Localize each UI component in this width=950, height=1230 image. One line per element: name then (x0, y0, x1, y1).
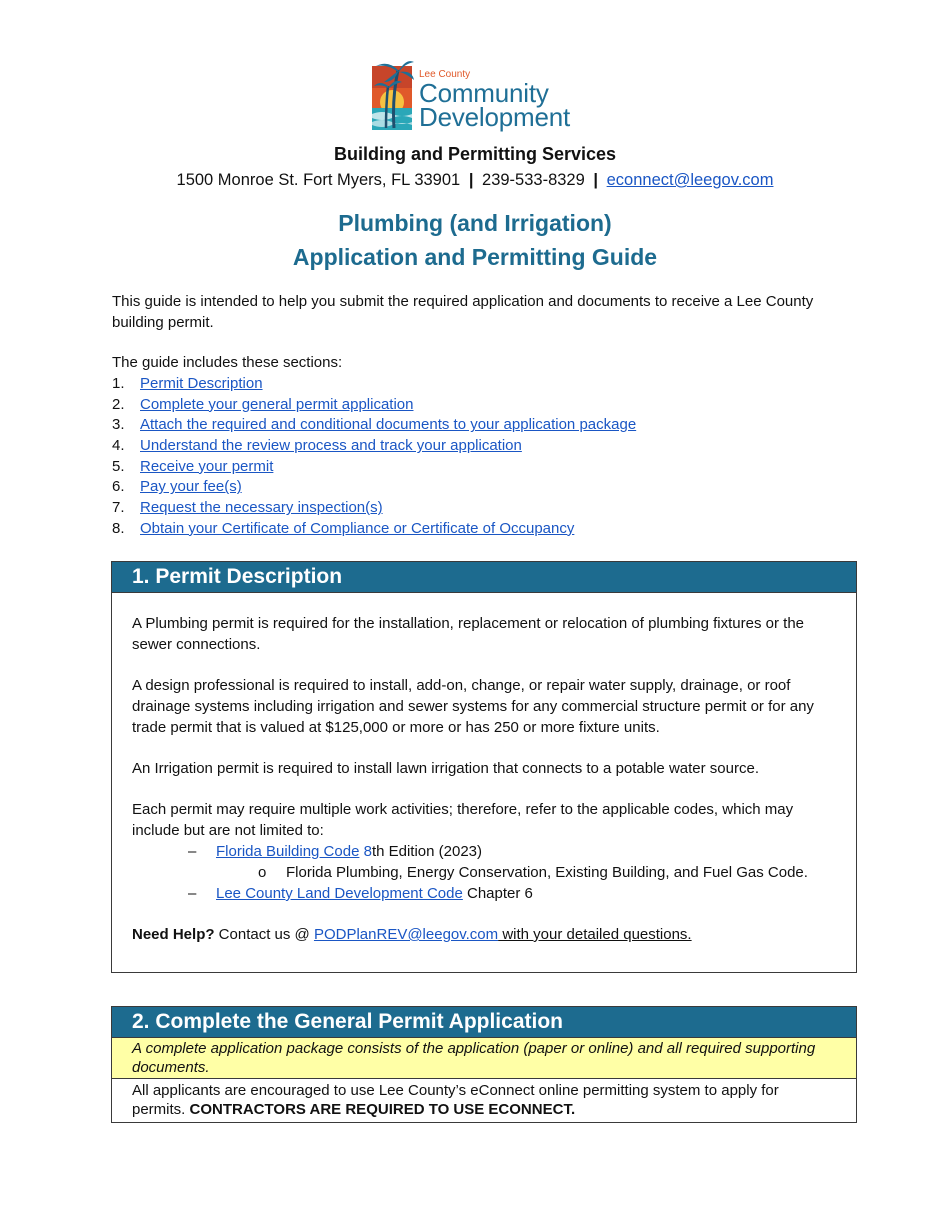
toc-item (112, 498, 636, 519)
florida-building-code-link[interactable]: Florida Building Code (216, 843, 360, 860)
dash-bullet: – (188, 843, 197, 860)
toc-number: 7. (112, 499, 125, 517)
table-of-contents (112, 374, 636, 540)
toc-link[interactable]: Obtain your Certificate of Compliance or Certificate of Occupancy (140, 519, 575, 537)
sections-label: The guide includes these sections: (112, 354, 343, 371)
help-text: Contact us @ (214, 926, 314, 943)
podplanrev-email-link[interactable]: PODPlanREV@leegov.com (313, 926, 499, 943)
toc-number: 3. (112, 416, 125, 434)
toc-number: 2. (112, 395, 125, 413)
dash-bullet: – (188, 885, 197, 902)
circle-bullet: o (258, 864, 267, 881)
section-body (112, 1079, 856, 1119)
paragraph: A design professional is required to install, add-on, change, or repair water supply, drainage, or roof drainage systems including irrigation and sewer systems for any commercial structure permit or for any trade permit that is valued at $125,000 or more or has 250 or more fixture units. (132, 677, 814, 736)
toc-link[interactable]: Pay your fee(s) (140, 478, 242, 496)
toc-number: 5. (112, 457, 125, 475)
palm-tree-logo-icon (372, 58, 414, 132)
edition-text: th Edition (2023) (371, 843, 483, 860)
section-permit-description (111, 561, 857, 973)
toc-item (112, 374, 636, 395)
chapter-text: Chapter 6 (462, 885, 533, 902)
help-line (132, 924, 836, 945)
toc-number: 4. (112, 437, 125, 455)
paragraph: Each permit may require multiple work activities; therefore, refer to the applicable codes, which may include but are not limited to: (132, 801, 794, 839)
lee-county-logo (372, 56, 582, 132)
list-item (132, 862, 836, 883)
list-item (132, 841, 836, 862)
toc-link[interactable]: Permit Description (140, 375, 263, 392)
header-title: Building and Permitting Services (333, 144, 617, 164)
toc-item (112, 457, 636, 478)
codes-list (132, 841, 836, 904)
email-link[interactable]: econnect@leegov.com (606, 171, 774, 189)
logo-line1: Community (419, 78, 549, 108)
toc-item (112, 415, 636, 436)
logo-small-text: Lee County (419, 69, 471, 80)
toc-link[interactable]: Attach the required and conditional documents to your application package (140, 416, 637, 434)
address: 1500 Monroe St. Fort Myers, FL 33901 (176, 171, 461, 189)
toc-link[interactable]: Receive your permit (140, 457, 274, 475)
section-heading: 1. Permit Description (112, 562, 856, 593)
section-heading: 2. Complete the General Permit Application (112, 1007, 856, 1038)
paragraph: An Irrigation permit is required to install lawn irrigation that connects to a potable water source. (132, 760, 759, 777)
phone: 239-533-8329 (482, 171, 585, 189)
toc-number: 1. (112, 375, 125, 392)
logo-line2: Development (419, 102, 570, 132)
paragraph: All applicants are encouraged to use Lee County’s eConnect online permitting system to apply for permits. (132, 1082, 779, 1118)
land-development-code-link[interactable]: Lee County Land Development Code (216, 885, 463, 902)
section-general-permit-application (111, 1006, 857, 1123)
highlighted-note: A complete application package consists of the application (paper or online) and all required supporting documents. (112, 1038, 856, 1079)
help-rest: with your detailed questions. (498, 926, 692, 943)
edition-number: 8 (363, 843, 372, 860)
help-bold: Need Help? (132, 926, 215, 943)
bold-requirement: CONTRACTORS ARE REQUIRED TO USE ECONNECT. (189, 1101, 576, 1118)
toc-link[interactable]: Understand the review process and track your application (140, 437, 522, 455)
doc-title-line2: Application and Permitting Guide (292, 244, 658, 270)
paragraph: A Plumbing permit is required for the installation, replacement or relocation of plumbing fixtures or the sewer connections. (132, 615, 805, 653)
list-item (132, 883, 836, 904)
toc-item (112, 477, 636, 498)
toc-number: 6. (112, 478, 125, 496)
doc-title-line1: Plumbing (and Irrigation) (338, 210, 612, 236)
header-contact (0, 171, 950, 190)
separator: | (593, 171, 599, 189)
intro-paragraph: This guide is intended to help you submit the required application and documents to receive a Lee County building permit. (112, 293, 814, 331)
separator: | (468, 171, 474, 189)
toc-link[interactable]: Complete your general permit application (140, 395, 414, 413)
toc-item (112, 436, 636, 457)
toc-number: 8. (112, 519, 125, 537)
toc-item (112, 395, 636, 416)
toc-item (112, 519, 636, 540)
toc-link[interactable]: Request the necessary inspection(s) (140, 499, 383, 517)
sub-item-text: Florida Plumbing, Energy Conservation, Existing Building, and Fuel Gas Code. (286, 864, 808, 881)
